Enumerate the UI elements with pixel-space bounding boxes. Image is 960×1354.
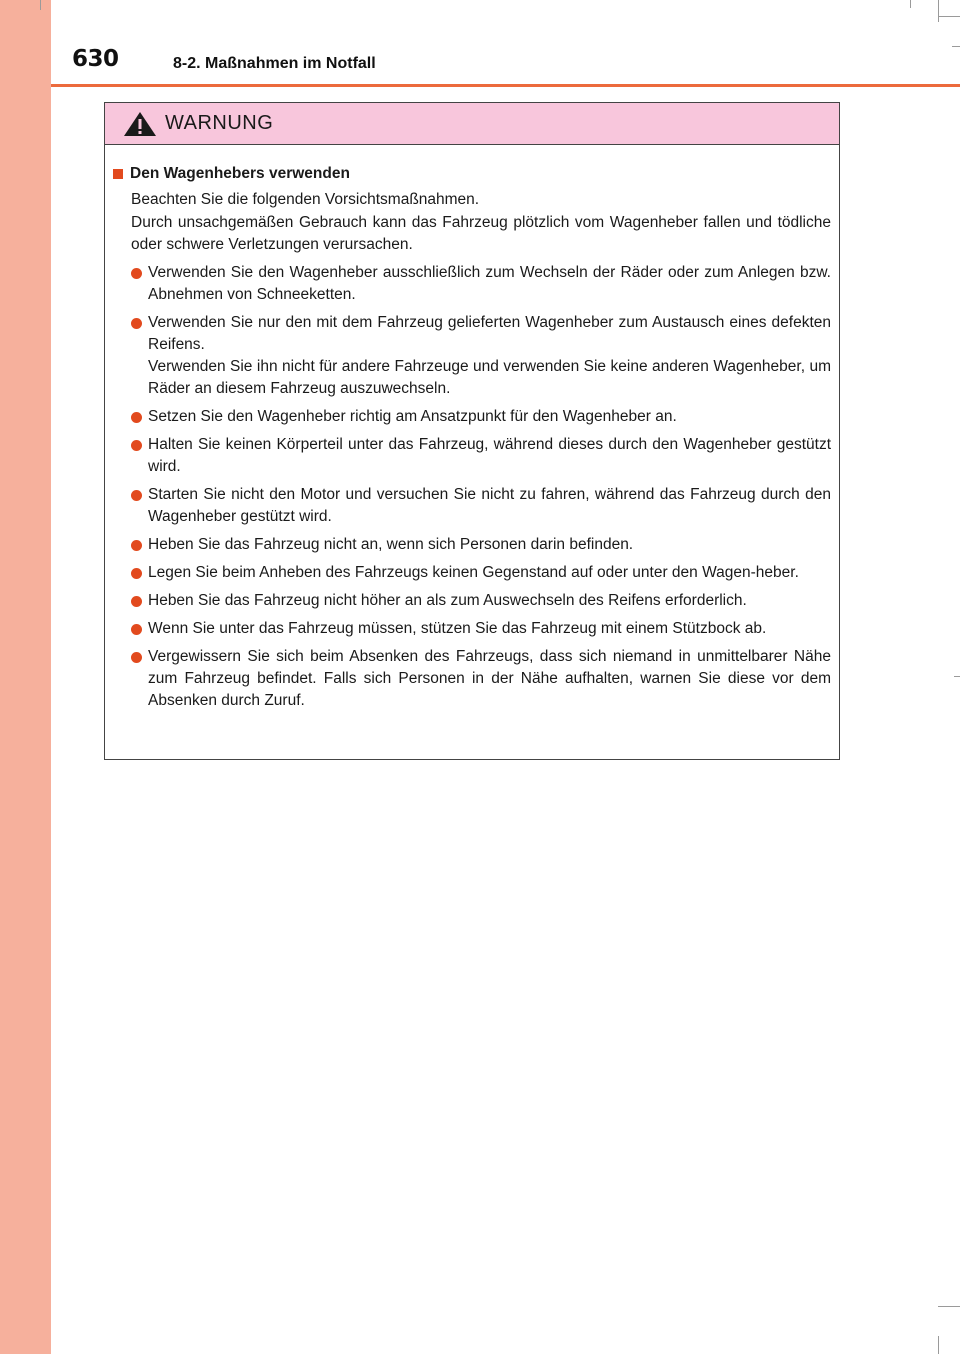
warning-triangle-icon [123, 111, 157, 137]
crop-mark [938, 16, 960, 17]
crop-mark [938, 1336, 939, 1354]
warning-box [104, 102, 840, 760]
round-bullet-icon [131, 652, 142, 663]
list-item [131, 646, 831, 712]
list-item [131, 534, 831, 556]
square-bullet-icon [113, 169, 123, 179]
list-item-text: Verwenden Sie nur den mit dem Fahrzeug gelieferten Wagenheber zum Austausch eines defekten Reifens. [148, 313, 831, 353]
crop-mark [938, 1306, 960, 1307]
round-bullet-icon [131, 440, 142, 451]
round-bullet-icon [131, 624, 142, 635]
warning-header [105, 103, 839, 145]
crop-mark [40, 0, 41, 10]
list-item-text: Halten Sie keinen Körperteil unter das Fahrzeug, während dieses durch den Wagenheber gestützt wird. [148, 435, 831, 475]
list-item [131, 590, 831, 612]
section-intro [113, 189, 831, 257]
page-margin-band [0, 0, 51, 1354]
crop-mark [910, 0, 911, 8]
warning-body [105, 145, 839, 712]
round-bullet-icon [131, 268, 142, 279]
list-item [131, 618, 831, 640]
warning-list [113, 262, 831, 712]
list-item-extra: Verwenden Sie ihn nicht für andere Fahrzeuge und verwenden Sie keine anderen Wagenheber, um Räder an diesem Fahrzeug auszuwechseln. [148, 357, 831, 397]
list-item-text: Heben Sie das Fahrzeug nicht höher an als zum Auswechseln des Reifens erforderlich. [148, 591, 747, 609]
list-item-text: Setzen Sie den Wagenheber richtig am Ansatzpunkt für den Wagenheber an. [148, 407, 677, 425]
intro-line: Beachten Sie die folgenden Vorsichtsmaßnahmen. [131, 191, 480, 208]
crop-mark [952, 46, 960, 47]
list-item [131, 262, 831, 306]
round-bullet-icon [131, 596, 142, 607]
list-item-text: Legen Sie beim Anheben des Fahrzeugs keinen Gegenstand auf oder unter den Wagen-heber. [148, 563, 799, 581]
list-item [131, 434, 831, 478]
warning-title: WARNUNG [165, 112, 274, 134]
round-bullet-icon [131, 318, 142, 329]
list-item [131, 406, 831, 428]
section-heading [113, 163, 831, 185]
section-title: 8-2. Maßnahmen im Notfall [173, 55, 376, 72]
round-bullet-icon [131, 568, 142, 579]
round-bullet-icon [131, 490, 142, 501]
list-item-text: Vergewissern Sie sich beim Absenken des Fahrzeugs, dass sich niemand in unmittelbarer Nähe zum Fahrzeug befindet. Falls sich Personen in der Nähe aufhalten, warnen Sie diese vor dem Absenken durch Zuruf. [148, 647, 831, 709]
list-item [131, 484, 831, 528]
list-item [131, 312, 831, 400]
crop-mark [954, 676, 960, 677]
list-item-text: Starten Sie nicht den Motor und versuchen Sie nicht zu fahren, während das Fahrzeug durch den Wagenheber gestützt wird. [148, 485, 831, 525]
list-item [131, 562, 831, 584]
list-item-text: Heben Sie das Fahrzeug nicht an, wenn sich Personen darin befinden. [148, 535, 634, 553]
crop-mark [938, 0, 939, 22]
list-item-text: Verwenden Sie den Wagenheber ausschließlich zum Wechseln der Räder oder zum Anlegen bzw. Abnehmen von Schneeketten. [148, 263, 831, 303]
page-number: 630 [72, 46, 119, 72]
round-bullet-icon [131, 540, 142, 551]
section-heading-text: Den Wagenhebers verwenden [130, 165, 350, 182]
intro-line: Durch unsachgemäßen Gebrauch kann das Fahrzeug plötzlich vom Wagenheber fallen und tödliche oder schwere Verletzungen verursachen. [131, 213, 831, 253]
header-rule [51, 84, 960, 87]
list-item-text: Wenn Sie unter das Fahrzeug müssen, stützen Sie das Fahrzeug mit einem Stützbock ab. [148, 619, 767, 637]
round-bullet-icon [131, 412, 142, 423]
